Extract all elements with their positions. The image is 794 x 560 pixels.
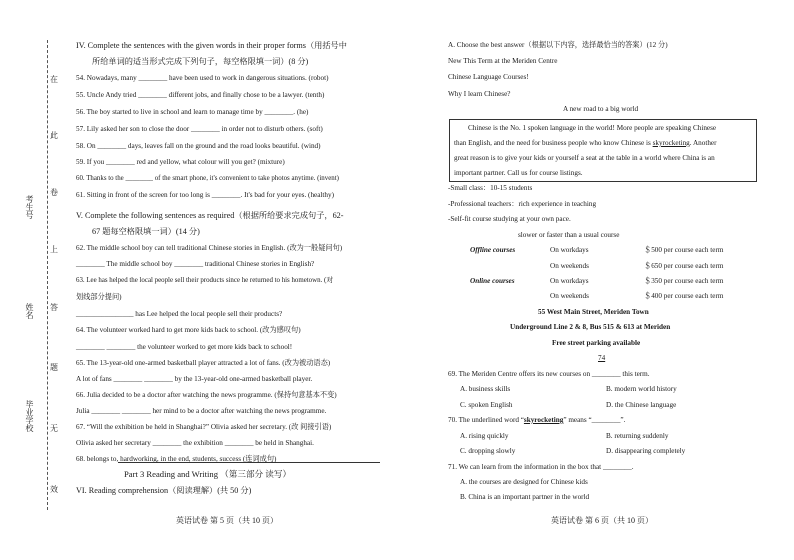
section-iv-heading: IV. Complete the sentences with the given words in their proper forms（用括号中 (76, 41, 347, 50)
option-71-a: A. the courses are designed for Chinese kids (460, 478, 588, 486)
seal-dashed-line (47, 40, 48, 510)
box-line-2-tail: . Another (689, 139, 717, 147)
question-63-cont: 划线部分提问) (76, 293, 122, 301)
question-66: 66. Julia decided to be a doctor after watching the news programme. (保持句意基本不变) (76, 391, 337, 399)
online-courses-label: Online courses (470, 277, 515, 285)
answer-66: Julia ________ ________ her mind to be a doctor after watching the news programme. (76, 407, 327, 415)
section-vi-heading: VI. Reading comprehension（阅读理解）(共 50 分) (76, 486, 252, 495)
table-caption: slower or faster than a usual course (518, 231, 620, 239)
course-row-price: ＄350 per course each term (644, 277, 724, 285)
binding-margin (0, 0, 66, 560)
course-info-box (449, 119, 757, 182)
answer-line-68 (118, 462, 380, 463)
option-70-d: D. disappearing completely (606, 447, 686, 455)
course-row-price: ＄400 per course each term (644, 292, 724, 300)
seal-char: 答 (50, 303, 58, 312)
transport: Underground Line 2 & 8, Bus 515 & 613 at Meriden (510, 323, 671, 331)
question-71: 71. We can learn from the information in the box that ________. (448, 463, 634, 471)
address: 55 West Main Street, Meriden Town (538, 308, 649, 316)
seal-char: 在 (50, 75, 58, 84)
question-58: 58. On ________ days, leaves fall on the ground and the road looks beautiful. (wind) (76, 142, 321, 150)
course-row-when: On workdays (550, 246, 589, 254)
seal-char: 无 (50, 424, 58, 433)
question-56: 56. The boy started to live in school and learn to manage time by ________. (he) (76, 108, 309, 116)
offline-courses-label: Offline courses (470, 246, 516, 254)
answer-65: A lot of fans ________ ________ by the 13-year-old one-armed basketball player. (76, 375, 313, 383)
question-70-word: skyrocketing (523, 416, 564, 424)
bullet-self-fit: -Self-fit course studying at your own pace. (448, 215, 571, 223)
seal-char: 上 (50, 245, 58, 254)
school-label: 毕业学校 (25, 400, 34, 432)
box-line-2-text: than English, and the need for business people who know Chinese is (454, 139, 651, 147)
course-row-when: On weekends (550, 262, 589, 270)
course-row-when: On weekends (550, 292, 589, 300)
exam-number-label: 考生号 (25, 195, 34, 219)
option-69-b: B. modern world history (606, 385, 677, 393)
question-70 (448, 417, 625, 424)
question-57: 57. Lily asked her son to close the door ________ in order not to disturb others. (soft) (76, 125, 323, 133)
question-55: 55. Uncle Andy tried ________ different jobs, and finally chose to be a lawyer. (tenth) (76, 91, 325, 99)
question-68: 68. belongs to, hardworking, in the end, students, success (连词成句) (76, 455, 277, 463)
option-69-a: A. business skills (460, 385, 511, 393)
question-70-post: ” means “________”. (563, 416, 626, 424)
section-v-heading: V. Complete the following sentences as required（根据所给要求完成句子，62- (76, 211, 344, 220)
option-70-c: C. dropping slowly (460, 447, 516, 455)
option-70-a: A. rising quickly (460, 432, 509, 440)
intro-line-2: Chinese Language Courses! (448, 73, 529, 81)
box-title: A new road to a big world (563, 105, 639, 113)
box-line-4: important partner. Call us for course listings. (454, 169, 583, 177)
question-63: 63. Lee has helped the local people sell their products since he returned to his hometown. (对 (76, 277, 334, 284)
intro-line-3: Why I learn Chinese? (448, 90, 511, 98)
course-row-price: ＄650 per course each term (644, 262, 724, 270)
course-row-when: On workdays (550, 277, 589, 285)
option-70-b: B. returning suddenly (606, 432, 669, 440)
question-67: 67. “Will the exhibition be held in Shanghai?” Olivia asked her secretary. (改 间接引语) (76, 423, 332, 431)
section-v-heading-cont: 67 题每空格限填一词）(14 分) (92, 227, 200, 236)
answer-67: Olivia asked her secretary ________ the exhibition ________ be held in Shanghai. (76, 439, 314, 447)
question-65: 65. The 13-year-old one-armed basketball player attracted a lot of fans. (改为被动语态) (76, 359, 331, 367)
answer-63: ________________ has Lee helped the local people sell their products? (76, 310, 283, 318)
question-59: 59. If you ________ red and yellow, what colour will you get? (mixture) (76, 158, 285, 166)
question-70-pre: 70. The underlined word “ (448, 416, 524, 424)
option-69-d: D. the Chinese language (606, 401, 677, 409)
part3-title: Part 3 Reading and Writing （第三部分 读写） (124, 469, 292, 479)
page-mark: 74 (598, 354, 606, 362)
question-60: 60. Thanks to the ________ of the smart phone, it's convenient to take photos anytime. (invent) (76, 175, 339, 182)
right-page-footer: 英语试卷 第 6 页（共 10 页） (551, 516, 653, 525)
answer-64: ________ ________ the volunteer worked to get more kids back to school! (76, 343, 293, 351)
option-69-c: C. spoken English (460, 401, 513, 409)
skyrocketing-word: skyrocketing (652, 139, 690, 147)
box-line-1: Chinese is the No. 1 spoken language in the world! More people are speaking Chinese (468, 124, 717, 132)
left-page-footer: 英语试卷 第 5 页（共 10 页） (176, 516, 278, 525)
course-row-price: ＄500 per course each term (644, 246, 724, 254)
question-69: 69. The Meriden Centre offers its new courses on ________ this term. (448, 370, 650, 378)
seal-char: 效 (50, 485, 58, 494)
answer-62: ________ The middle school boy ________ traditional Chinese stories in English? (76, 260, 315, 268)
seal-char: 题 (50, 363, 58, 372)
box-line-3: great reason is to give your kids or yourself a seat at the table in a world where China is an (454, 154, 715, 162)
section-iv-heading-cont: 所给单词的适当形式完成下列句子，每空格限填一词）(8 分) (92, 57, 309, 66)
question-62: 62. The middle school boy can tell traditional Chinese stories in English. (改为一般疑问句) (76, 244, 343, 252)
question-54: 54. Nowadays, many ________ have been used to work in dangerous situations. (robot) (76, 74, 329, 82)
intro-line-1: New This Term at the Meriden Centre (448, 57, 558, 65)
bullet-small-class: -Small class：10-15 students (448, 184, 533, 192)
bullet-teachers: -Professional teachers：rich experience in teaching (448, 200, 597, 208)
seal-char: 卷 (50, 188, 58, 197)
name-label: 姓名 (25, 303, 34, 319)
box-line-2 (454, 139, 717, 147)
question-61: 61. Sitting in front of the screen for too long is ________. It's bad for your eyes. (healthy) (76, 191, 334, 199)
section-a-heading: A. Choose the best answer（根据以下内容，选择最恰当的答案）(12 分) (448, 41, 668, 49)
option-71-b: B. China is an important partner in the world (460, 493, 590, 501)
seal-char: 此 (50, 131, 58, 140)
question-64: 64. The volunteer worked hard to get more kids back to school. (改为感叹句) (76, 326, 301, 334)
parking: Free street parking available (552, 339, 641, 347)
